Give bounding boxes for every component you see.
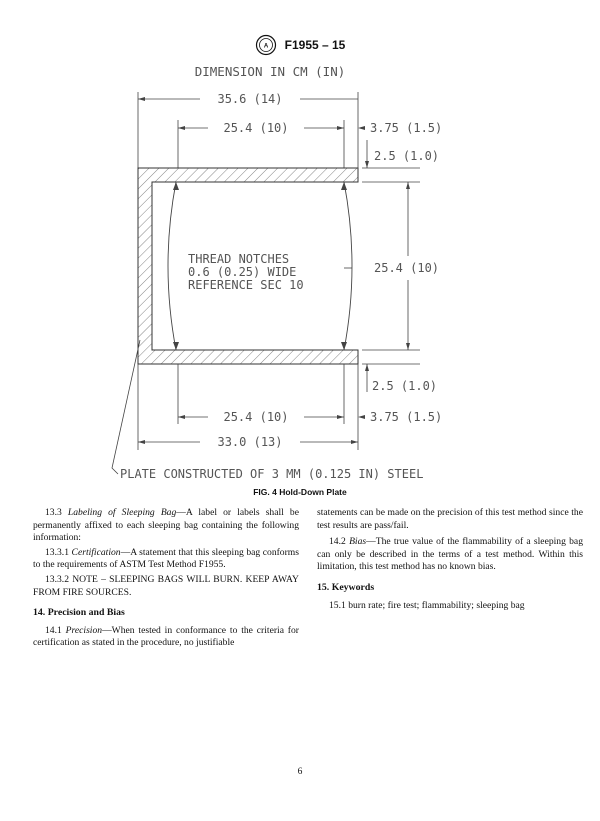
- paragraph-14-2: [317, 536, 583, 574]
- page-number: 6: [297, 767, 303, 777]
- dim-right-offset-top: 3.75 (1.5): [370, 121, 443, 135]
- dim-bar-top: 2.5 (1.0): [374, 149, 440, 163]
- section-title: Certification: [71, 546, 121, 558]
- dim-outer-width-bottom: 33.0 (13): [217, 435, 283, 449]
- section-number: 14.2: [329, 536, 346, 548]
- arrow-head: [337, 126, 344, 130]
- paragraph-15-1: 15.1 burn rate; fire test; flammability; sleeping bag: [329, 599, 525, 611]
- section-number: 13.3: [45, 507, 62, 518]
- left-column: [33, 507, 299, 652]
- arrow-head: [358, 126, 365, 130]
- figure-title: DIMENSION IN CM (IN): [194, 64, 346, 79]
- figure-caption: FIG. 4 Hold-Down Plate: [253, 487, 347, 497]
- plate-note: PLATE CONSTRUCTED OF 3 MM (0.125 IN) STEEL: [120, 467, 424, 481]
- notch-arc-right: [344, 182, 352, 350]
- arrow-head: [337, 415, 344, 419]
- dim-inner-width-bottom: 25.4 (10): [223, 410, 289, 424]
- notch-note-line2: 0.6 (0.25) WIDE: [188, 265, 297, 279]
- section-text: —A statement that this sleeping bag conforms to the requirements of ASTM Test Method F1955.: [33, 546, 299, 571]
- arrow-head: [341, 182, 347, 190]
- plate-note-leader: [112, 340, 140, 474]
- section-title: Bias: [349, 536, 367, 548]
- section-text: —The true value of the flammability of a sleeping bag can only be described in the terms of a test method. Within this limitation, this test method has no known bias.: [317, 536, 583, 573]
- paragraph-13-3-1: [33, 547, 299, 572]
- arrow-head: [173, 342, 179, 350]
- arrow-head: [365, 161, 369, 168]
- arrow-head: [178, 415, 185, 419]
- arrow-head: [173, 182, 179, 190]
- dim-total-width: 35.6 (14): [217, 92, 283, 106]
- arrow-head: [365, 364, 369, 371]
- notch-note-line3: REFERENCE SEC 10: [188, 278, 304, 292]
- svg-text:A: A: [263, 43, 268, 50]
- standard-designation: F1955 – 15: [284, 38, 346, 52]
- dim-height: 25.4 (10): [374, 261, 440, 275]
- section-title: Precision: [65, 624, 103, 636]
- dim-inner-width-top: 25.4 (10): [223, 121, 289, 135]
- heading-precision-and-bias: 14. Precision and Bias: [33, 607, 125, 619]
- arrow-head: [358, 415, 365, 419]
- arrow-head: [351, 440, 358, 444]
- dim-right-offset-bottom: 3.75 (1.5): [370, 410, 443, 424]
- section-text: —When tested in conformance to the criteria for certification as stated in the procedure, no justifiable: [33, 624, 299, 649]
- right-column: [317, 507, 583, 614]
- notch-arc-left: [168, 182, 176, 350]
- notch-note-line1: THREAD NOTCHES: [188, 252, 290, 266]
- arrow-head: [178, 126, 185, 130]
- paragraph-14-1: [33, 625, 299, 650]
- arrow-head: [406, 182, 410, 189]
- dim-bar-bottom: 2.5 (1.0): [372, 379, 438, 393]
- arrow-head: [138, 440, 145, 444]
- section-number: 14.1: [45, 624, 62, 636]
- section-title: Labeling of Sleeping Bag: [67, 507, 177, 518]
- section-text: —A label or labels shall be permanently affixed to each sleeping bag containing the following information:: [33, 507, 299, 544]
- arrow-head: [138, 97, 145, 101]
- heading-keywords: 15. Keywords: [317, 581, 375, 593]
- paragraph-13-3-2: 13.3.2 NOTE – SLEEPING BAGS WILL BURN. KEEP AWAY FROM FIRE SOURCES.: [33, 573, 299, 598]
- arrow-head: [341, 342, 347, 350]
- section-number: 13.3.1: [45, 546, 69, 558]
- arrow-head: [406, 343, 410, 350]
- paragraph-13-3: [33, 507, 299, 545]
- paragraph-14-1-continued: statements can be made on the precision of this test method since the test results are pass/fail.: [317, 507, 583, 531]
